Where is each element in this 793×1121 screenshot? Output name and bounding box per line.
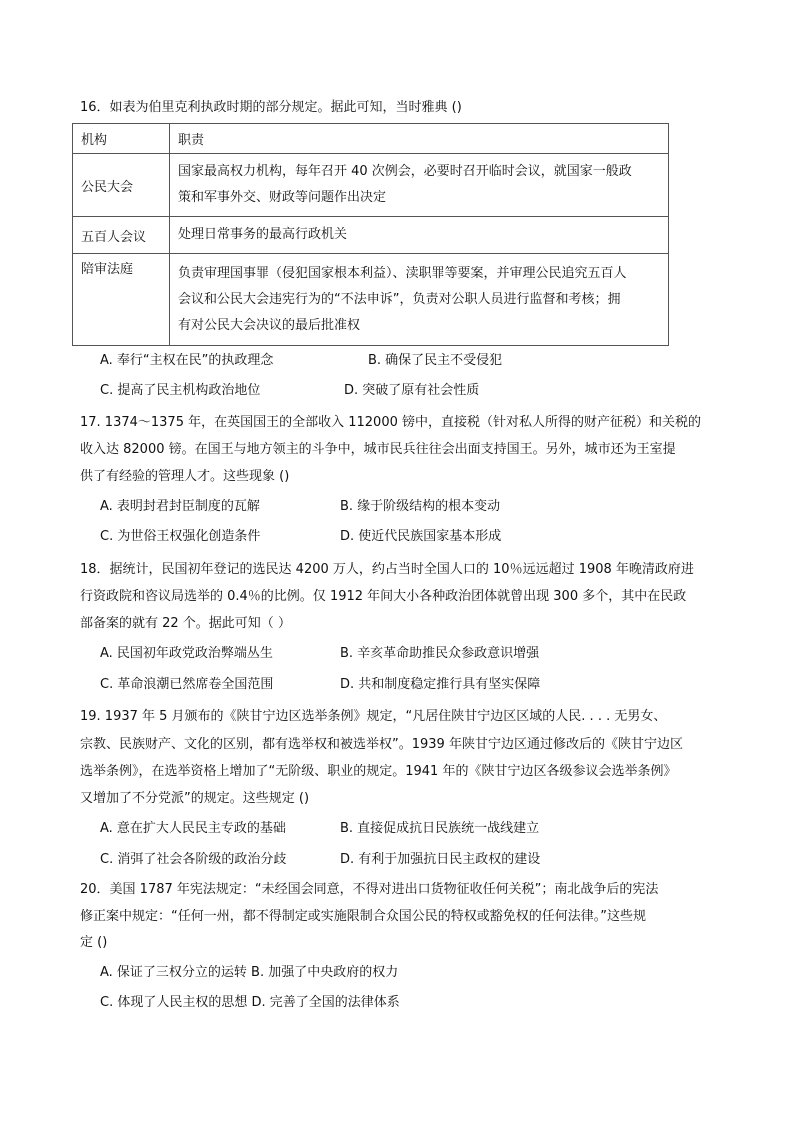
duty-line: 处理日常事务的最高行政机关 <box>178 227 348 242</box>
q16-option-d[interactable]: D. 突破了原有社会性质 <box>344 383 480 398</box>
q20-stem-line: 修正案中规定：“任何一州，都不得制定或实施限制合众国公民的特权或豁免权的任何法律。”这些规 <box>80 909 646 924</box>
duty-line: 策和军事外交、财政等问题作出决定 <box>178 190 387 205</box>
q16-stem: 16．如表为伯里克利执政时期的部分规定。据此可知，当时雅典 () <box>80 100 462 115</box>
q16-option-b[interactable]: B. 确保了民主不受侵犯 <box>368 353 503 368</box>
q16-option-a[interactable]: A. 奉行“主权在民”的执政理念 <box>100 353 274 368</box>
table-row <box>73 254 669 346</box>
q20-stem-line: 20．美国 1787 年宪法规定：“未经国会同意，不得对进出口货物征收任何关税”；南北战争后的宪法 <box>80 882 659 897</box>
table-cell-duty <box>170 254 669 346</box>
q19-stem-line: 又增加了不分党派”的规定。这些规定 () <box>80 791 310 806</box>
table-row <box>73 217 669 254</box>
q19-option-a[interactable]: A. 意在扩大人民民主专政的基础 <box>100 821 286 836</box>
q17-stem-line: 供了有经验的管理人才。这些现象 () <box>80 469 290 484</box>
q17-option-d[interactable]: D. 使近代民族国家基本形成 <box>340 529 502 544</box>
table-header-org: 机构 <box>73 124 170 154</box>
q17-stem-line: 17. 1374～1375 年，在英国国王的全部收入 112000 镑中，直接税（针对私人所得的财产征税）和关税的 <box>80 415 701 430</box>
table-header-row <box>73 124 669 154</box>
q17-option-b[interactable]: B. 缘于阶级结构的根本变动 <box>340 499 501 514</box>
q19-option-b[interactable]: B. 直接促成抗日民族统一战线建立 <box>340 821 540 836</box>
q19-option-d[interactable]: D. 有利于加强抗日民主政权的建设 <box>340 852 541 867</box>
q18-option-c[interactable]: C. 革命浪潮已然席卷全国范围 <box>100 677 274 692</box>
table-cell-org: 陪审法庭 <box>73 254 170 346</box>
q19-option-c[interactable]: C. 消弭了社会各阶级的政治分歧 <box>100 852 287 867</box>
q18-option-a[interactable]: A. 民国初年政党政治弊端丛生 <box>100 646 273 661</box>
q20-options-ab[interactable]: A. 保证了三权分立的运转 B. 加强了中央政府的权力 <box>100 965 399 980</box>
q17-option-a[interactable]: A. 表明封君封臣制度的瓦解 <box>100 499 260 514</box>
q16-option-c[interactable]: C. 提高了民主机构政治地位 <box>100 383 261 398</box>
q20-stem-line: 定 () <box>80 935 108 950</box>
duty-line: 会议和公民大会违宪行为的“不法申诉”，负责对公职人员进行监督和考核；拥 <box>178 291 621 307</box>
table-cell-org: 公民大会 <box>73 154 170 217</box>
table-cell-org: 五百人会议 <box>73 217 170 254</box>
q19-stem-line: 选举条例》，在选举资格上增加了“无阶级、职业的规定。1941 年的《陕甘宁边区各级参议会选举条例》 <box>80 764 677 779</box>
table-cell-duty <box>170 217 669 254</box>
q19-stem-line: 宗教、民族财产、文化的区别，都有选举权和被选举权”。1939 年陕甘宁边区通过修改后的《陕甘宁边区 <box>80 737 683 752</box>
duty-line: 国家最高权力机构，每年召开 40 次例会，必要时召开临时会议，就国家一般政 <box>178 164 632 179</box>
table-header-duty: 职责 <box>170 124 669 154</box>
q17-stem-line: 收入达 82000 镑。在国王与地方领主的斗争中，城市民兵往往会出面支持国王。另外，城市还为王室提 <box>80 442 676 457</box>
q18-option-b[interactable]: B. 辛亥革命助推民众参政意识增强 <box>340 646 540 661</box>
table-row <box>73 154 669 217</box>
q16-table <box>72 123 669 346</box>
q18-stem-line: 部备案的就有 22 个。据此可知（ ） <box>80 616 291 631</box>
q18-stem-line: 18．据统计，民国初年登记的选民达 4200 万人，约占当时全国人口的 10％远远超过 1908 年晚清政府进 <box>80 562 694 577</box>
table-cell-duty <box>170 154 669 217</box>
duty-line: 有对公民大会决议的最后批准权 <box>178 317 361 333</box>
duty-line: 负责审理国事罪（侵犯国家根本利益）、渎职罪等要案，并审理公民追究五百人 <box>178 265 627 281</box>
q17-option-c[interactable]: C. 为世俗王权强化创造条件 <box>100 529 261 544</box>
q18-stem-line: 行资政院和咨议局选举的 0.4％的比例。仅 1912 年间大小各种政治团体就曾出现 300 多个，其中在民政 <box>80 589 687 604</box>
q20-options-cd[interactable]: C. 体现了人民主权的思想 D. 完善了全国的法律体系 <box>100 995 400 1010</box>
q19-stem-line: 19. 1937 年 5 月颁布的《陕甘宁边区选举条例》规定，“凡居住陕甘宁边区区域的人民. . . . 无男女、 <box>80 709 667 724</box>
q18-option-d[interactable]: D. 共和制度稳定推行具有坚实保障 <box>340 677 541 692</box>
